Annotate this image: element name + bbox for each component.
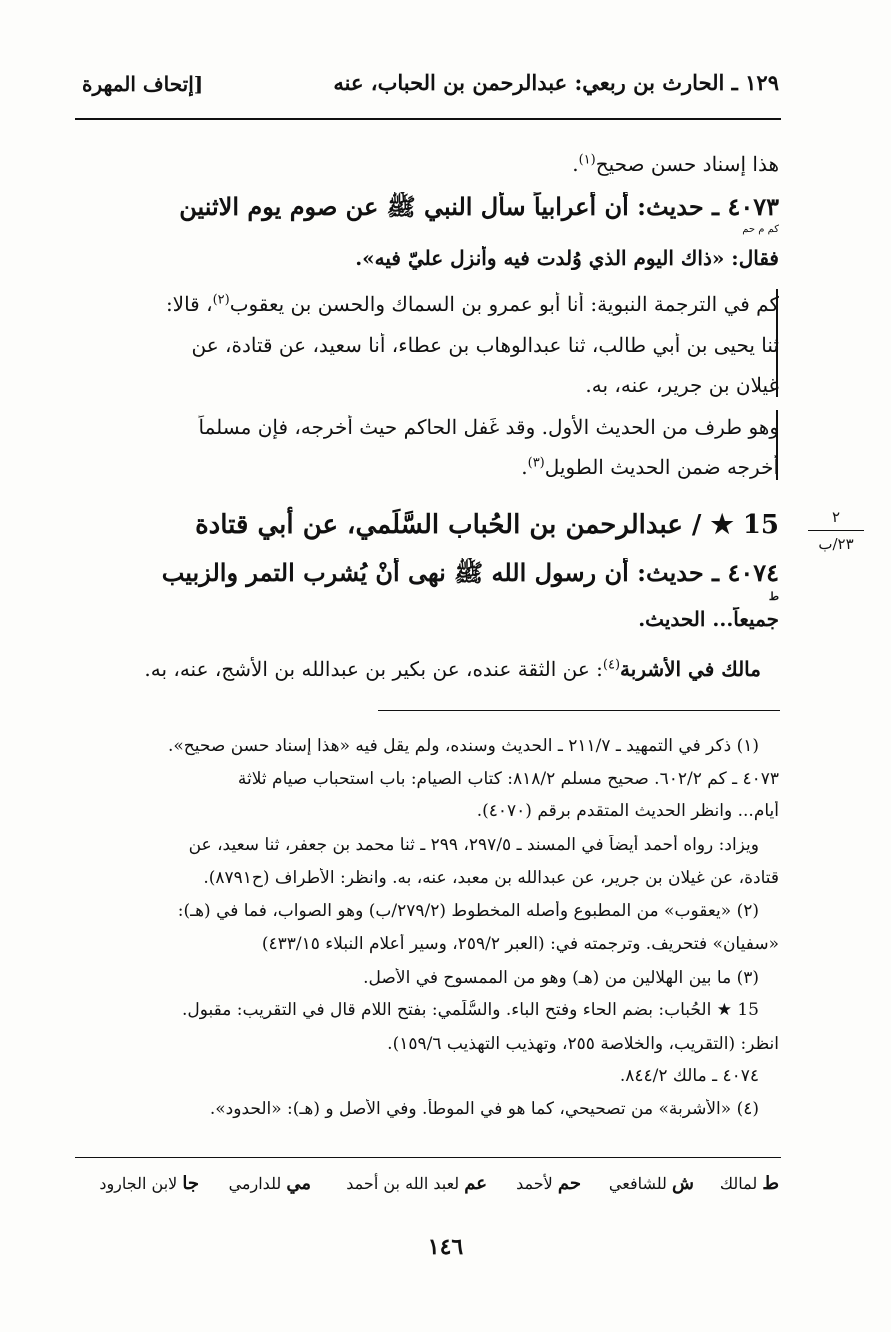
isnad-grade-text: هذا إسناد حسن صحيح [595,152,779,176]
margin-ref-divider [808,530,864,531]
sigla-darimi [229,1173,311,1194]
malik-chain: : عن الثقة عنده، عن بكير بن عبدالله بن الأشج، عنه، به. [144,657,603,681]
sigla-label: للدارمي [228,1174,282,1193]
sigla-ibn-jarud [99,1173,199,1194]
footnote-3: (٣) ما بين الهلالين من (هـ) وهو من الممسوح في الأصل. [363,968,759,988]
sigla-label: للشافعي [608,1174,667,1193]
footnote-2-a: (٢) «يعقوب» من المطبوع وأصله المخطوط (٢٧٩/٢/ب) وهو الصواب، فما في (هـ): [177,901,759,921]
hadith-4074-sigla: ط [768,590,779,603]
page-number: ١٤٦ [427,1234,464,1260]
para2-text: أخرجه ضمن الحديث الطويل [544,455,779,479]
narrator-heading: 15 ★ / عبدالرحمن بن الحُباب السَّلَمي، عن أبي قتادة [195,510,779,540]
hadith-4073-line-2: فقال: «ذاك اليوم الذي وُلدت فيه وأُنزل عليّ فيه». [355,246,779,270]
para1-text: كم في الترجمة النبوية: أنا أبو عمرو بن السماك والحسن بن يعقوب [229,292,779,316]
sigla-malik [720,1173,779,1194]
sigla-code: عم [464,1173,487,1194]
sigla-label: لابن الجارود [99,1174,178,1193]
para2-line-1: وهو طرف من الحديث الأول. وقد غَفل الحاكم حيث أخرجه، فإن مسلماً [198,415,779,439]
sigla-label: لأحمد [516,1174,553,1193]
footnote-4: (٤) «الأشربة» من تصحيحي، كما هو في الموطأ. وفي الأصل و (هـ): «الحدود». [209,1099,759,1119]
para2-line-2: أخرجه ضمن الحديث الطويل$^{(٣)}$. [521,455,779,479]
sigla-label: لعبد الله بن أحمد [346,1174,460,1193]
hadith-4073-sigla: كم م حم [742,224,779,235]
footnote-ref-4: (٤) [602,657,621,673]
margin-ref-top: ٢ [831,508,841,526]
hadith-4073-line-1: ٤٠٧٣ ـ حديث: أن أعرابياً سأل النبي ﷺ عن صوم يوم الاثنين [179,192,779,221]
sigla-shafii [609,1173,694,1194]
malik-line [111,657,761,681]
running-header-title: ١٢٩ ـ الحارث بن ربعي: عبدالرحمن بن الحباب، عنه [333,70,779,95]
para1-line-2: ثنا يحيى بن أبي طالب، ثنا عبدالوهاب بن عطاء، أنا سعيد، عن قتادة، عن [191,333,779,357]
malik-source: مالك في الأشربة [620,657,761,681]
footnote-1: (١) ذكر في التمهيد ـ ٢١١/٧ ـ الحديث وسنده، ولم يقل فيه «هذا إسناد حسن صحيح». [168,736,759,756]
para1-text-end: ، قالا: [165,292,213,316]
sigla-code: ط [762,1173,779,1194]
footnote-4074: ٤٠٧٤ ـ مالك ٨٤٤/٢. [619,1066,759,1086]
footnote-15-a: 15 ★ الحُباب: بضم الحاء وفتح الباء. والسُّلَمي: بفتح اللام قال في التقريب: مقبول. [181,1000,759,1020]
header-rule [75,118,781,120]
margin-ref-bottom: ٢٣/ب [818,535,854,553]
margin-manuscript-ref [808,508,864,553]
footnote-2-b: «سفيان» فتحريف. وترجمته في: (العبر ٢٥٩/٢، وسير أعلام النبلاء ٤٣٣/١٥) [261,934,779,954]
running-header-book-title: [إتحاف المهرة [82,72,204,96]
sigla-abdullah [346,1173,487,1194]
footnote-ref-1: (١) [578,152,596,168]
hadith-4074-line-2: جميعاً... الحديث. [638,607,779,631]
sigla-code: حم [557,1173,581,1194]
isnad-grade-line: هذا إسناد حسن صحيح$^{(١)}$. [572,152,779,176]
sigla-code: ش [672,1173,694,1194]
footnote-ref-3: (٣) [527,455,545,471]
footnote-separator [378,710,780,711]
footnote-4073-b: أيام... وانظر الحديث المتقدم برقم (٤٠٧٠). [476,801,779,821]
footnote-4073-a: ٤٠٧٣ ـ كم ٦٠٢/٢. صحيح مسلم ٨١٨/٢: كتاب الصيام: باب استحباب صيام ثلاثة [237,769,779,789]
footnote-15-b: انظر: (التقريب، والخلاصة ٢٥٥، وتهذيب التهذيب ١٥٩/٦). [387,1034,779,1054]
para1-line-1 [111,292,779,316]
footnote-4073-d: قتادة، عن غيلان بن جرير، عن عبدالله بن معبد، عنه، به. وانظر: الأطراف (ح٨٧٩١). [203,868,779,888]
sigla-rule [75,1157,781,1158]
sigla-code: مي [286,1173,311,1194]
footnote-4073-c: ويزاد: رواه أحمد أيضاً في المسند ـ ٢٩٧/٥، ٢٩٩ ـ ثنا محمد بن جعفر، ثنا سعيد، عن [188,835,759,855]
sigla-ahmad [516,1173,581,1194]
footnote-ref-2: (٢) [212,292,230,308]
para1-line-3: غيلان بن جرير، عنه، به. [585,373,779,397]
hadith-4074-line-1: ٤٠٧٤ ـ حديث: أن رسول الله ﷺ نهى أنْ يُشرب التمر والزبيب [161,558,779,587]
sigla-code: جا [182,1173,199,1194]
sigla-label: لمالك [719,1174,758,1193]
